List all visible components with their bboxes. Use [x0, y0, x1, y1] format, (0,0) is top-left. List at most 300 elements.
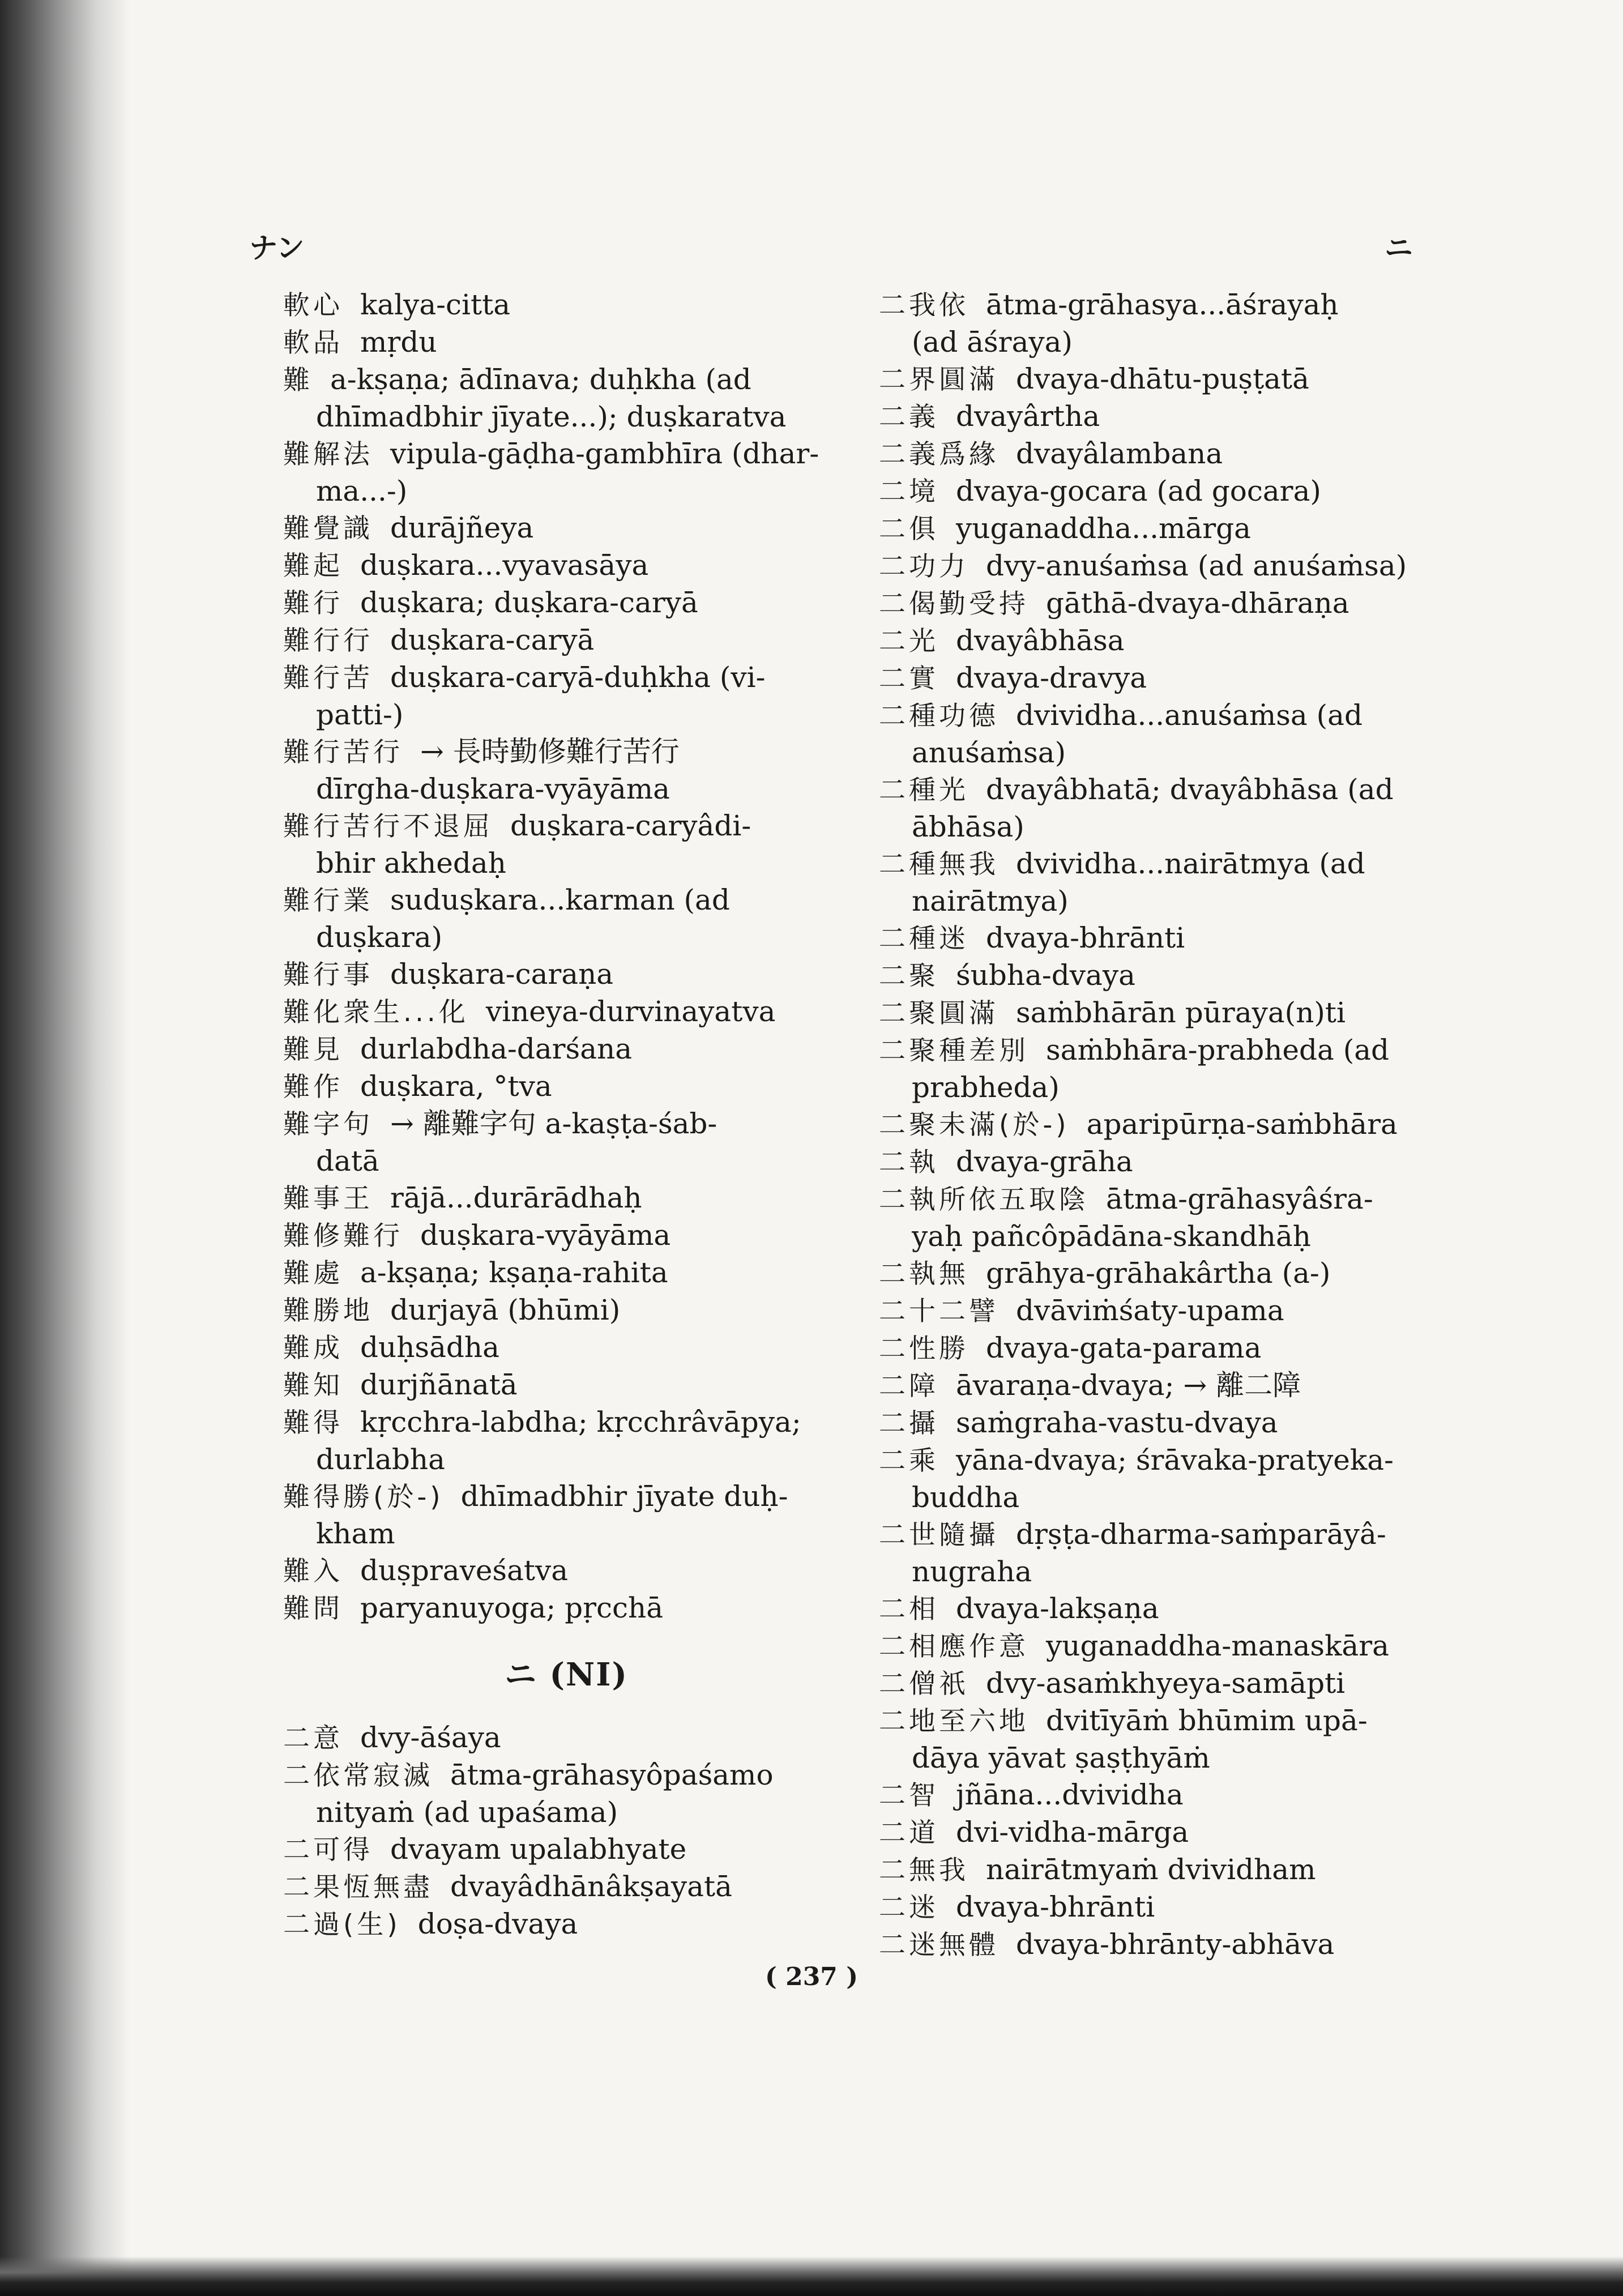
entry-term: 難行行	[283, 625, 373, 656]
entry-term: 難化衆生...化	[283, 997, 469, 1028]
dictionary-entry	[879, 398, 1445, 436]
dictionary-entry	[879, 473, 1445, 510]
dictionary-entry	[879, 622, 1445, 660]
entry-term: 難起	[283, 550, 343, 582]
dictionary-entry	[283, 547, 849, 584]
entry-gloss: → 離難字句 a-kaṣṭa-śab-	[390, 1107, 717, 1140]
entry-first-line	[879, 771, 1445, 809]
entry-first-line	[283, 1757, 849, 1794]
entry-gloss: saṁbhāra-prabheda (ad	[1046, 1034, 1390, 1066]
entry-continuation-line	[879, 1740, 1445, 1777]
entry-gloss: kalya-citta	[360, 288, 511, 321]
entry-gloss: aparipūrṇa-saṁbhāra	[1086, 1108, 1398, 1141]
entry-continuation-line	[879, 883, 1445, 920]
entry-first-line	[283, 1868, 849, 1906]
dictionary-entry	[283, 1217, 849, 1254]
entry-continuation-line	[283, 771, 849, 808]
entry-term: 二十二譬	[879, 1296, 999, 1327]
entry-gloss: ābhāsa)	[912, 810, 1024, 843]
entry-gloss: dvayârtha	[956, 400, 1100, 433]
running-head-left: ナン	[249, 231, 305, 264]
entry-term: 二偈勤受持	[879, 588, 1029, 620]
dictionary-entry	[283, 1906, 849, 1943]
entry-gloss: dvaya-dhātu-puṣṭatā	[1016, 362, 1309, 395]
entry-gloss: (ad āśraya)	[912, 326, 1073, 359]
entry-term: 二實	[879, 663, 939, 694]
entry-term: 二相	[879, 1594, 939, 1625]
dictionary-entry	[879, 1889, 1445, 1926]
entry-gloss: dhīmadbhir jīyate...); duṣkaratva	[316, 400, 787, 433]
entry-first-line	[879, 1367, 1445, 1405]
entry-gloss: saṁbhārān pūraya(n)ti	[1016, 996, 1346, 1029]
dictionary-entry	[879, 1032, 1445, 1106]
entry-gloss: anuśaṁsa)	[912, 736, 1066, 769]
dictionary-entry	[879, 548, 1445, 585]
entry-gloss: dvaya-lakṣaṇa	[956, 1592, 1159, 1625]
entry-gloss: dvitīyāṁ bhūmim upā-	[1046, 1704, 1368, 1737]
entry-gloss: dvy-anuśaṁsa (ad anuśaṁsa)	[986, 549, 1407, 582]
entry-first-line	[879, 1255, 1445, 1292]
entry-first-line	[283, 808, 849, 845]
entry-term: 二意	[283, 1723, 343, 1754]
dictionary-entry	[283, 361, 849, 436]
entry-gloss: datā	[316, 1145, 379, 1177]
dictionary-entry	[879, 957, 1445, 995]
dictionary-entry	[879, 1367, 1445, 1405]
entry-continuation-line	[283, 697, 849, 733]
dictionary-entry	[879, 361, 1445, 398]
dictionary-entry	[283, 1831, 849, 1868]
entry-gloss: āvaraṇa-dvaya; → 離二障	[956, 1369, 1301, 1402]
entry-gloss: duṣkara-caryā	[390, 624, 595, 656]
dictionary-entry	[283, 1719, 849, 1757]
dictionary-entry	[283, 1590, 849, 1627]
dictionary-entry	[283, 1292, 849, 1329]
entry-gloss: suduṣkara...karman (ad	[390, 884, 730, 916]
entry-first-line	[879, 585, 1445, 622]
entry-gloss: duṣkara, °tva	[360, 1070, 552, 1103]
entry-gloss: dvy-asaṁkhyeya-samāpti	[986, 1667, 1346, 1700]
entry-term: 二俱	[879, 514, 939, 545]
dictionary-entry	[283, 1254, 849, 1292]
dictionary-entry	[283, 733, 849, 808]
dictionary-entry	[283, 1068, 849, 1106]
entry-first-line	[283, 956, 849, 993]
dictionary-entry	[283, 1757, 849, 1831]
entry-term: 難行苦行	[283, 737, 403, 768]
entry-term: 難見	[283, 1034, 343, 1065]
entry-gloss: dvayâbhāsa	[956, 624, 1125, 657]
entry-term: 二種無我	[879, 849, 999, 880]
entry-term: 二義	[879, 402, 939, 433]
entry-gloss: dvaya-bhrānty-abhāva	[1016, 1928, 1335, 1961]
entry-first-line	[283, 1031, 849, 1068]
dictionary-entry	[283, 882, 849, 956]
entry-continuation-line	[879, 1069, 1445, 1106]
entry-continuation-line	[283, 1516, 849, 1552]
entry-continuation-line	[879, 1218, 1445, 1255]
entry-gloss: dvaya-bhrānti	[986, 921, 1185, 954]
entry-first-line	[283, 1478, 849, 1516]
entry-gloss: duṣpraveśatva	[360, 1554, 569, 1587]
entry-gloss: dvayâbhatā; dvayâbhāsa (ad	[986, 773, 1394, 806]
entry-term: 難行苦	[283, 663, 373, 694]
dictionary-entry	[879, 995, 1445, 1032]
entry-first-line	[283, 287, 849, 324]
entry-term: 難作	[283, 1072, 343, 1103]
dictionary-entry	[879, 846, 1445, 920]
entry-gloss: dīrgha-duṣkara-vyāyāma	[316, 773, 670, 805]
entry-gloss: duṣkara-caraṇa	[390, 958, 614, 991]
entry-term: 二功力	[879, 551, 969, 582]
dictionary-entry	[283, 956, 849, 993]
entry-gloss: dvaya-gata-parama	[986, 1331, 1262, 1364]
entry-first-line	[283, 1329, 849, 1367]
entry-term: 二迷無體	[879, 1930, 999, 1961]
dictionary-entry	[283, 1367, 849, 1404]
right-column	[879, 287, 1445, 1964]
entry-term: 二義爲緣	[879, 439, 999, 470]
entry-gloss: yaḥ pañcôpādāna-skandhāḥ	[912, 1220, 1312, 1253]
entry-term: 二境	[879, 476, 939, 507]
dictionary-entry	[879, 920, 1445, 957]
entry-gloss: nityaṁ (ad upaśama)	[316, 1796, 618, 1829]
entry-gloss: saṁgraha-vastu-dvaya	[956, 1406, 1278, 1439]
entry-gloss: a-kṣaṇa; ādīnava; duḥkha (ad	[330, 363, 751, 396]
entry-gloss: ātma-grāhasyâśra-	[1106, 1183, 1373, 1215]
entry-first-line	[879, 957, 1445, 995]
entry-first-line	[879, 1777, 1445, 1814]
entry-term: 二可得	[283, 1834, 373, 1866]
entry-term: 難入	[283, 1556, 343, 1587]
entry-first-line	[879, 1106, 1445, 1143]
entry-gloss: patti-)	[316, 698, 404, 731]
entry-gloss: grāhya-grāhakârtha (a-)	[986, 1257, 1331, 1290]
entry-continuation-line	[283, 845, 849, 882]
dictionary-entry	[283, 659, 849, 733]
entry-continuation-line	[879, 324, 1445, 361]
entry-gloss: dvividha...anuśaṁsa (ad	[1016, 699, 1363, 732]
entry-term: 軟品	[283, 327, 343, 359]
entry-term: 難	[283, 365, 313, 396]
entry-term: 二聚圓滿	[879, 998, 999, 1029]
entry-term: 二聚未滿(於-)	[879, 1109, 1070, 1141]
entry-gloss: doṣa-dvaya	[417, 1907, 578, 1940]
entry-continuation-line	[879, 809, 1445, 846]
entry-first-line	[879, 287, 1445, 324]
entry-term: 二界圓滿	[879, 364, 999, 395]
entry-first-line	[879, 1702, 1445, 1740]
dictionary-entry	[283, 510, 849, 547]
entry-first-line	[283, 1831, 849, 1868]
entry-gloss: rājā...durārādhaḥ	[390, 1181, 642, 1214]
entry-first-line	[283, 547, 849, 584]
entry-continuation-line	[283, 1143, 849, 1180]
entry-term: 難行業	[283, 885, 373, 916]
entry-term: 二果恆無盡	[283, 1872, 433, 1903]
entry-first-line	[283, 436, 849, 473]
entry-first-line	[283, 1180, 849, 1217]
entry-gloss: dhīmadbhir jīyate duḥ-	[460, 1480, 788, 1513]
dictionary-entry	[879, 1516, 1445, 1590]
entry-continuation-line	[879, 735, 1445, 771]
entry-first-line	[879, 1181, 1445, 1218]
entry-gloss: nugraha	[912, 1555, 1032, 1588]
entry-gloss: nairātmya)	[912, 885, 1069, 917]
entry-first-line	[283, 1106, 849, 1143]
entry-gloss: dvayam upalabhyate	[390, 1833, 687, 1866]
entry-first-line	[879, 510, 1445, 548]
entry-first-line	[283, 324, 849, 361]
entry-gloss: dvāviṁśaty-upama	[1016, 1294, 1284, 1327]
entry-term: 二世隨攝	[879, 1520, 999, 1551]
entry-continuation-line	[283, 399, 849, 436]
dictionary-entry	[283, 287, 849, 324]
entry-term: 難解法	[283, 439, 373, 470]
entry-gloss: nairātmyaṁ dvividham	[986, 1853, 1316, 1886]
entry-first-line	[283, 622, 849, 659]
entry-first-line	[879, 436, 1445, 473]
running-head-right: ニ	[1385, 231, 1413, 264]
entry-term: 二光	[879, 626, 939, 657]
dictionary-entry	[879, 287, 1445, 361]
dictionary-entry	[879, 1181, 1445, 1255]
dictionary-entry	[283, 1404, 849, 1478]
entry-gloss: durājñeya	[390, 511, 534, 544]
dictionary-entry	[283, 808, 849, 882]
entry-first-line	[283, 584, 849, 622]
entry-first-line	[879, 1330, 1445, 1367]
entry-term: 難得勝(於-)	[283, 1482, 444, 1513]
entry-gloss: dvividha...nairātmya (ad	[1016, 847, 1365, 880]
entry-term: 難行事	[283, 959, 373, 991]
dictionary-entry	[879, 1405, 1445, 1442]
entry-term: 二道	[879, 1817, 939, 1849]
entry-first-line	[879, 1665, 1445, 1702]
dictionary-entry	[283, 622, 849, 659]
entry-gloss: durjayā (bhūmi)	[390, 1294, 621, 1326]
entry-gloss: dvaya-gocara (ad gocara)	[956, 475, 1321, 507]
dictionary-entry	[283, 1031, 849, 1068]
entry-term: 軟心	[283, 290, 343, 321]
dictionary-entry	[879, 1665, 1445, 1702]
dictionary-entry	[879, 1851, 1445, 1889]
dictionary-entry	[879, 436, 1445, 473]
dictionary-entry	[879, 1106, 1445, 1143]
dictionary-entry	[879, 1255, 1445, 1292]
dictionary-entry	[879, 1292, 1445, 1330]
entry-term: 二聚種差別	[879, 1035, 1029, 1066]
entry-gloss: dṛṣṭa-dharma-saṁparāyâ-	[1016, 1518, 1386, 1551]
entry-first-line	[879, 660, 1445, 697]
entry-term: 二迷	[879, 1892, 939, 1923]
entry-gloss: kṛcchra-labdha; kṛcchrâvāpya;	[360, 1406, 801, 1439]
entry-term: 二性勝	[879, 1333, 969, 1364]
entry-gloss: vineya-durvinayatva	[485, 995, 776, 1028]
left-column	[283, 287, 849, 1943]
entry-continuation-line	[283, 1441, 849, 1478]
entry-first-line	[879, 548, 1445, 585]
entry-term: 難知	[283, 1370, 343, 1401]
entry-term: 二僧祇	[879, 1668, 969, 1700]
dictionary-entry	[283, 1552, 849, 1590]
dictionary-entry	[879, 1777, 1445, 1814]
entry-gloss: dvaya-bhrānti	[956, 1890, 1155, 1923]
entry-first-line	[879, 1292, 1445, 1330]
entry-first-line	[879, 1405, 1445, 1442]
entry-first-line	[879, 920, 1445, 957]
entry-first-line	[283, 1906, 849, 1943]
entry-gloss: ma...-)	[316, 475, 408, 507]
entry-gloss: dvaya-dravya	[956, 662, 1147, 694]
entry-gloss: kham	[316, 1517, 395, 1550]
entry-first-line	[283, 993, 849, 1031]
dictionary-entry	[879, 1926, 1445, 1964]
entry-first-line	[283, 1590, 849, 1627]
entry-gloss: duṣkara; duṣkara-caryā	[360, 586, 698, 619]
entry-term: 二我依	[879, 290, 969, 321]
scan-shadow-left	[0, 0, 130, 2296]
section-entry-list	[283, 1719, 849, 1943]
entry-first-line	[879, 1143, 1445, 1181]
left-entry-list	[283, 287, 849, 1627]
entry-gloss: durjñānatā	[360, 1368, 518, 1401]
entry-first-line	[879, 1442, 1445, 1479]
entry-first-line	[879, 398, 1445, 436]
entry-term: 二地至六地	[879, 1706, 1029, 1737]
dictionary-entry	[283, 1478, 849, 1552]
dictionary-entry	[283, 324, 849, 361]
entry-gloss: dvy-āśaya	[360, 1721, 501, 1754]
entry-term: 二依常寂滅	[283, 1760, 433, 1791]
dictionary-entry	[283, 993, 849, 1031]
entry-first-line	[879, 1926, 1445, 1964]
dictionary-entry	[283, 1106, 849, 1180]
entry-gloss: dvayâdhānâkṣayatā	[450, 1870, 732, 1903]
dictionary-entry	[879, 1702, 1445, 1777]
entry-term: 難行	[283, 588, 343, 619]
entry-first-line	[879, 1889, 1445, 1926]
entry-term: 難得	[283, 1407, 343, 1439]
entry-first-line	[283, 1068, 849, 1106]
entry-first-line	[879, 1814, 1445, 1851]
entry-gloss: yuganaddha...mārga	[956, 512, 1251, 545]
entry-gloss: duṣkara-caryā-duḥkha (vi-	[390, 661, 766, 694]
dictionary-entry	[879, 697, 1445, 771]
entry-gloss: a-kṣaṇa; kṣaṇa-rahita	[360, 1256, 668, 1289]
entry-term: 難事王	[283, 1183, 373, 1214]
entry-term: 二過(生)	[283, 1909, 401, 1940]
entry-gloss: vipula-gāḍha-gambhīra (dhar-	[390, 437, 819, 470]
entry-gloss: duḥsādha	[360, 1331, 499, 1364]
entry-first-line	[283, 1217, 849, 1254]
scan-shadow-bottom	[0, 2256, 1623, 2296]
entry-gloss: duṣkara-vyāyāma	[420, 1219, 671, 1252]
entry-continuation-line	[879, 1554, 1445, 1590]
entry-first-line	[879, 1590, 1445, 1628]
entry-continuation-line	[283, 919, 849, 956]
entry-first-line	[879, 1516, 1445, 1554]
entry-first-line	[879, 1032, 1445, 1069]
entry-gloss: ātma-grāhasyôpaśamo	[450, 1759, 774, 1791]
entry-gloss: durlabha	[316, 1443, 445, 1476]
entry-term: 難行苦行不退屈	[283, 811, 493, 842]
entry-gloss: → 長時勤修難行苦行	[420, 735, 680, 768]
entry-first-line	[283, 1719, 849, 1757]
entry-gloss: jñāna...dvividha	[956, 1778, 1184, 1811]
entry-gloss: ātma-grāhasya...āśrayaḥ	[986, 288, 1339, 321]
entry-term: 二種迷	[879, 923, 969, 954]
entry-first-line	[283, 1552, 849, 1590]
entry-first-line	[879, 1628, 1445, 1665]
entry-gloss: gāthā-dvaya-dhāraṇa	[1046, 587, 1349, 620]
entry-first-line	[283, 510, 849, 547]
dictionary-entry	[879, 1442, 1445, 1516]
entry-first-line	[879, 1851, 1445, 1889]
entry-first-line	[879, 622, 1445, 660]
dictionary-entry	[879, 585, 1445, 622]
entry-gloss: buddha	[912, 1481, 1020, 1514]
entry-term: 二執	[879, 1147, 939, 1178]
entry-continuation-line	[283, 473, 849, 510]
entry-first-line	[879, 995, 1445, 1032]
entry-gloss: śubha-dvaya	[956, 959, 1135, 992]
entry-term: 二執所依五取陰	[879, 1184, 1089, 1215]
entry-first-line	[879, 846, 1445, 883]
entry-term: 二乘	[879, 1445, 939, 1476]
dictionary-entry	[879, 1143, 1445, 1181]
dictionary-entry	[879, 771, 1445, 846]
entry-first-line	[283, 361, 849, 399]
entry-term: 難勝地	[283, 1295, 373, 1326]
entry-gloss: duṣkara)	[316, 921, 443, 954]
entry-term: 二相應作意	[879, 1631, 1029, 1662]
entry-gloss: bhir akhedaḥ	[316, 847, 506, 880]
entry-gloss: yāna-dvaya; śrāvaka-pratyeka-	[956, 1444, 1394, 1476]
entry-first-line	[283, 1292, 849, 1329]
dictionary-entry	[879, 1330, 1445, 1367]
entry-gloss: duṣkara-caryâdi-	[510, 809, 751, 842]
entry-gloss: paryanuyoga; pṛcchā	[360, 1591, 664, 1624]
entry-term: 二執無	[879, 1258, 969, 1290]
dictionary-entry	[283, 1329, 849, 1367]
entry-gloss: dvaya-grāha	[956, 1145, 1133, 1178]
entry-gloss: durlabdha-darśana	[360, 1032, 633, 1065]
entry-continuation-line	[879, 1479, 1445, 1516]
entry-gloss: dāya yāvat ṣaṣṭhyāṁ	[912, 1742, 1210, 1774]
entry-term: 難成	[283, 1333, 343, 1364]
entry-gloss: yuganaddha-manaskāra	[1046, 1629, 1389, 1662]
entry-term: 二智	[879, 1780, 939, 1811]
entry-term: 難修難行	[283, 1220, 403, 1252]
entry-term: 二種功德	[879, 701, 999, 732]
entry-term: 二無我	[879, 1855, 969, 1886]
entry-first-line	[879, 473, 1445, 510]
entry-term: 二障	[879, 1371, 939, 1402]
entry-gloss: dvayâlambana	[1016, 437, 1223, 470]
entry-gloss: dvi-vidha-mārga	[956, 1816, 1189, 1849]
dictionary-entry	[879, 1590, 1445, 1628]
page-number: ( 237 )	[764, 1962, 859, 1991]
entry-first-line	[283, 1404, 849, 1441]
dictionary-entry	[283, 1868, 849, 1906]
section-heading: ニ (NI)	[505, 1656, 628, 1693]
entry-first-line	[283, 1254, 849, 1292]
entry-first-line	[283, 882, 849, 919]
entry-gloss: mṛdu	[360, 326, 437, 359]
entry-first-line	[879, 361, 1445, 398]
dictionary-entry	[879, 660, 1445, 697]
